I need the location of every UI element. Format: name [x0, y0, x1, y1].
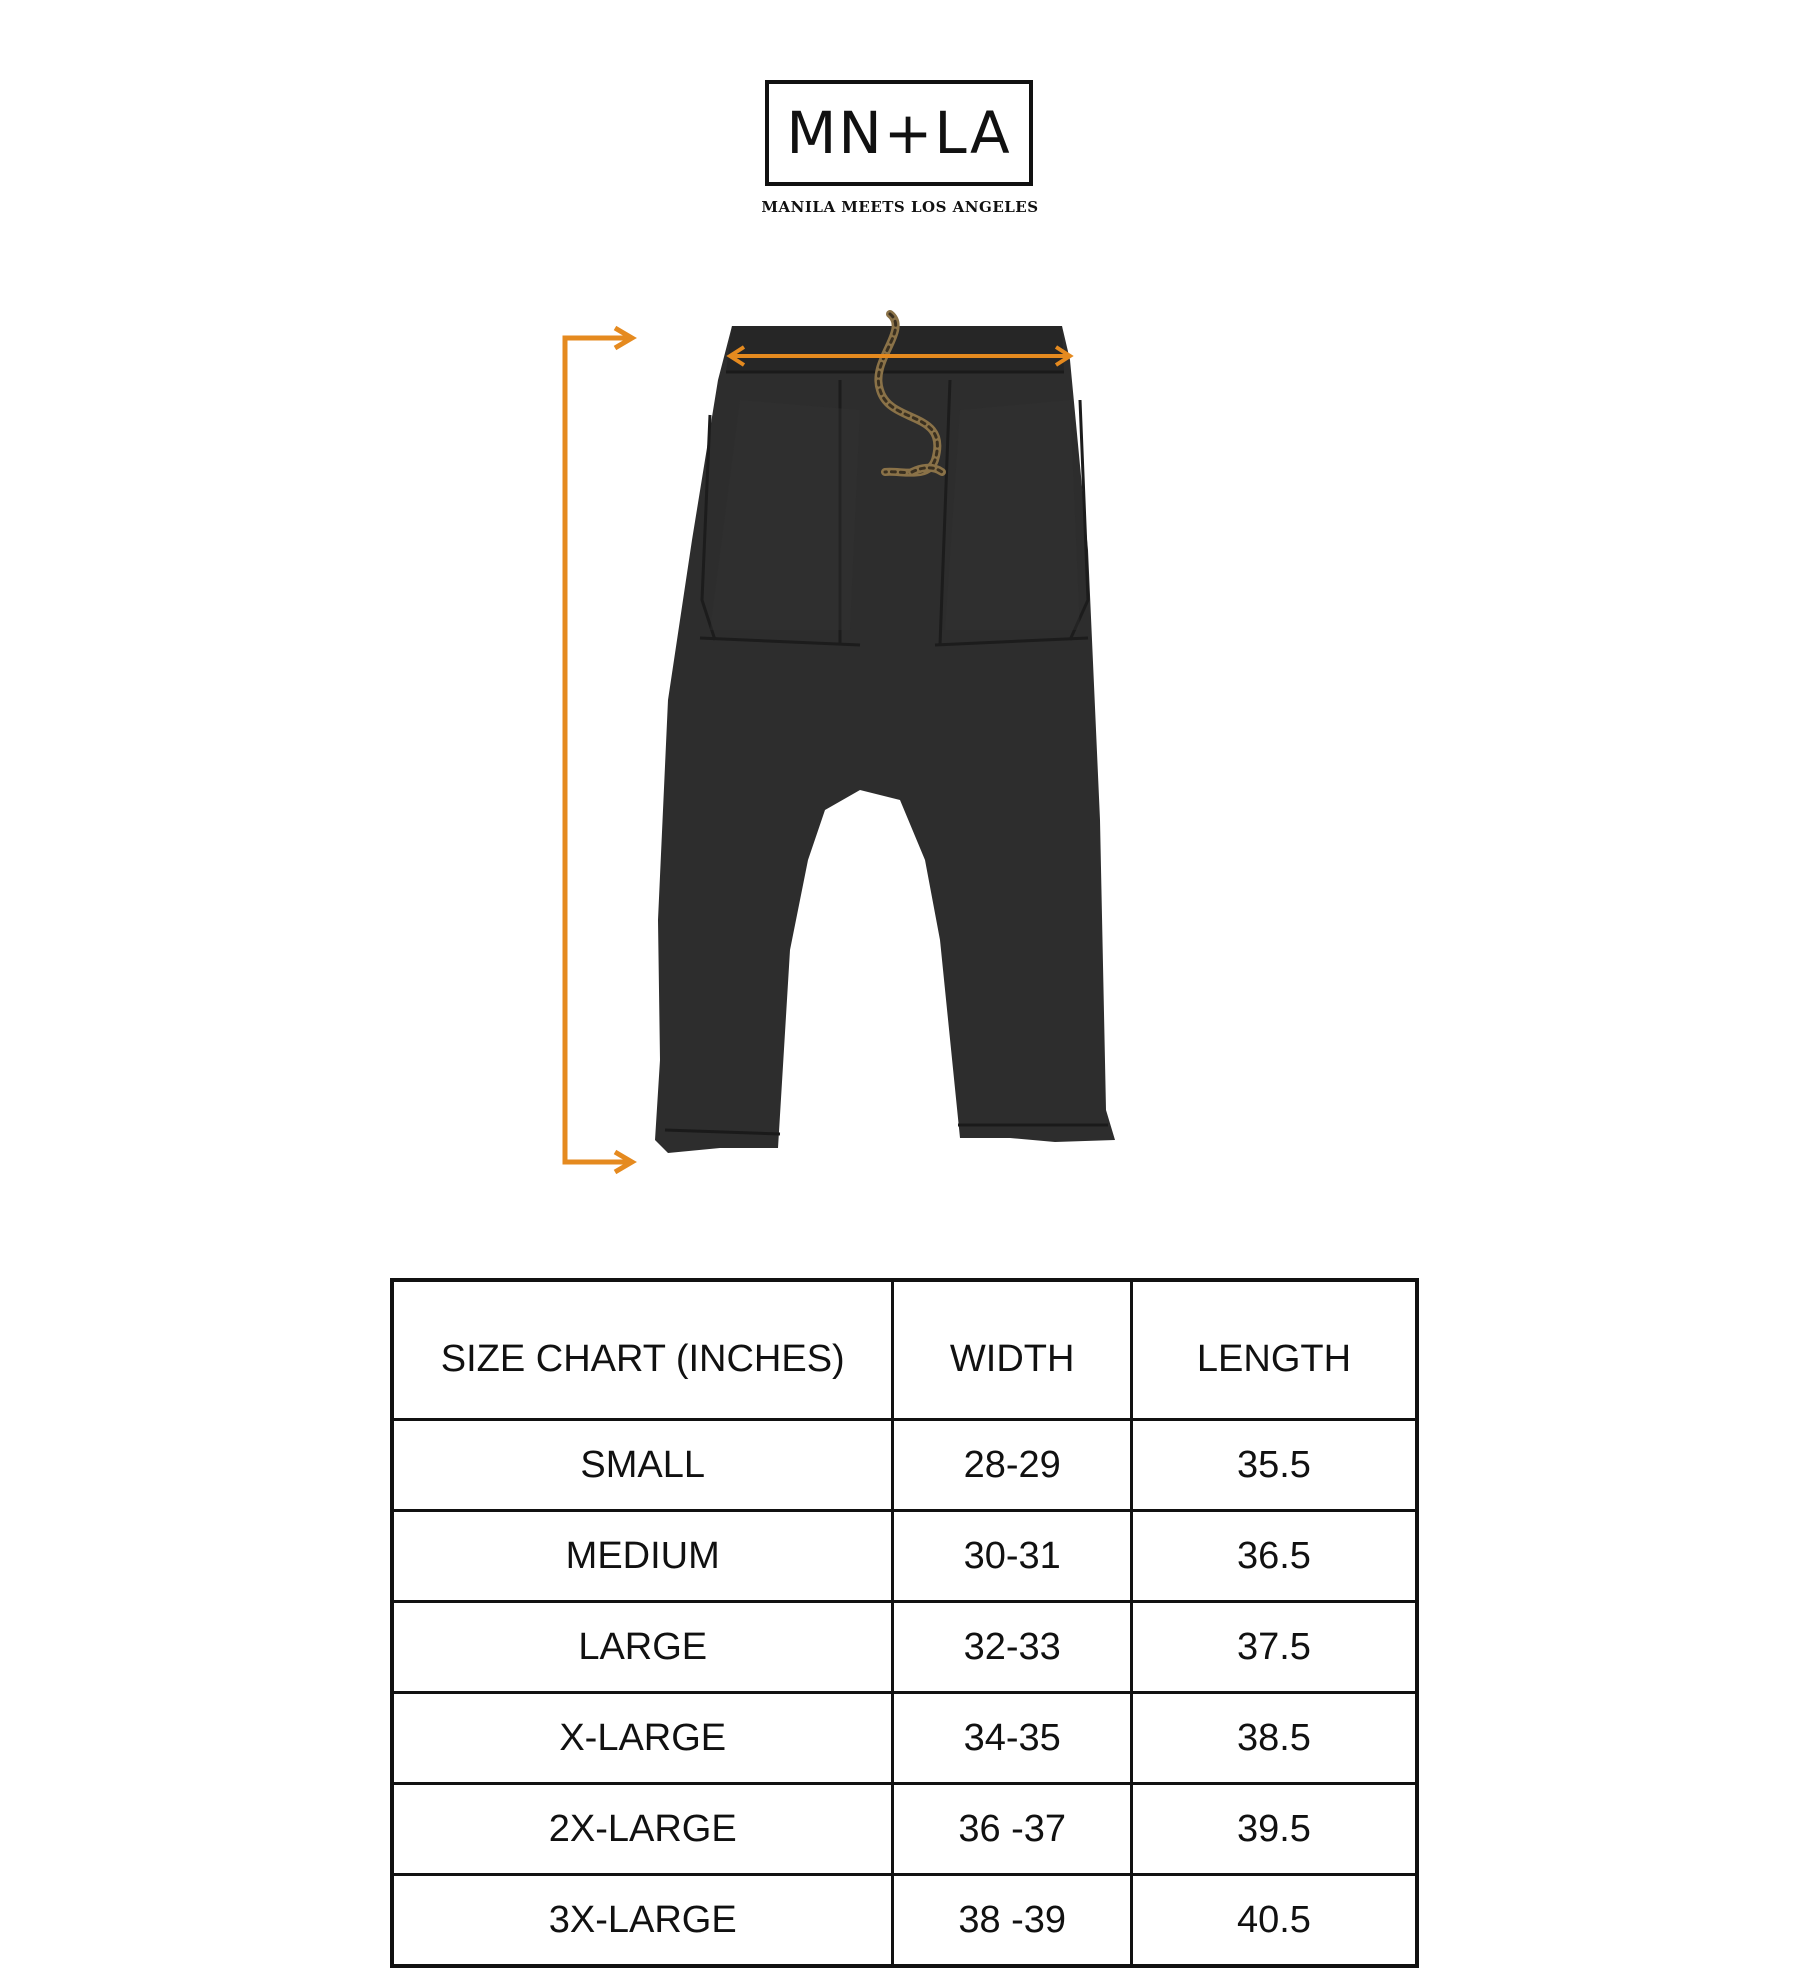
size-cell: MEDIUM	[392, 1511, 893, 1602]
pants-illustration	[540, 300, 1180, 1180]
width-cell: 34-35	[893, 1693, 1131, 1784]
header-width: WIDTH	[893, 1280, 1131, 1420]
width-cell: 30-31	[893, 1511, 1131, 1602]
table-row	[392, 1875, 1417, 1967]
length-measure-arrow	[565, 328, 632, 1172]
width-cell: 38 -39	[893, 1875, 1131, 1967]
size-cell: X-LARGE	[392, 1693, 893, 1784]
brand-tagline: MANILA MEETS LOS ANGELES	[761, 198, 1039, 216]
length-cell: 40.5	[1131, 1875, 1417, 1967]
table-header-row	[392, 1280, 1417, 1420]
size-cell: LARGE	[392, 1602, 893, 1693]
width-cell: 28-29	[893, 1420, 1131, 1511]
length-cell: 37.5	[1131, 1602, 1417, 1693]
brand-logo	[765, 80, 1033, 186]
size-cell: 2X-LARGE	[392, 1784, 893, 1875]
table-row	[392, 1784, 1417, 1875]
length-cell: 36.5	[1131, 1511, 1417, 1602]
length-cell: 39.5	[1131, 1784, 1417, 1875]
header-size: SIZE CHART (INCHES)	[392, 1280, 893, 1420]
size-chart-table	[390, 1278, 1419, 1968]
product-image	[540, 300, 1180, 1180]
width-cell: 32-33	[893, 1602, 1131, 1693]
size-cell: SMALL	[392, 1420, 893, 1511]
length-cell: 38.5	[1131, 1693, 1417, 1784]
header-length: LENGTH	[1131, 1280, 1417, 1420]
size-cell: 3X-LARGE	[392, 1875, 893, 1967]
width-cell: 36 -37	[893, 1784, 1131, 1875]
table-row	[392, 1511, 1417, 1602]
table-row	[392, 1693, 1417, 1784]
length-cell: 35.5	[1131, 1420, 1417, 1511]
logo-text: MN+LA	[786, 99, 1012, 167]
table-row	[392, 1420, 1417, 1511]
table-row	[392, 1602, 1417, 1693]
